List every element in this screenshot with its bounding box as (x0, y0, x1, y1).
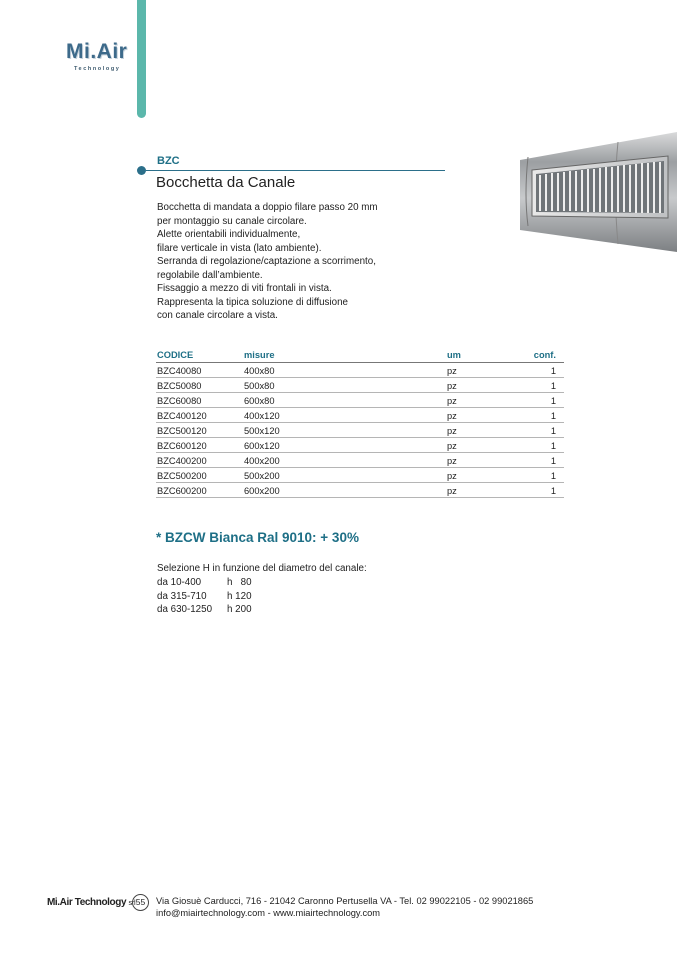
cell-conf: 1 (507, 483, 564, 498)
footer-brand (47, 897, 135, 908)
list-item (157, 603, 252, 617)
cell-conf: 1 (507, 453, 564, 468)
cell-size: 600x80 (243, 393, 446, 408)
product-code: BZC (157, 155, 180, 167)
footer-contact: info@miairtechnology.com - www.miairtechnology.com (156, 907, 381, 918)
table-row (156, 393, 564, 408)
selection-list (157, 576, 252, 617)
selection-height: h 80 (227, 577, 252, 588)
cell-size: 400x120 (243, 408, 446, 423)
description-line: Alette orientabili individualmente, (157, 229, 301, 240)
table-row (156, 453, 564, 468)
variant-note: * BZCW Bianca Ral 9010: + 30% (156, 530, 359, 545)
footer-address: Via Giosuè Carducci, 716 - 21042 Caronno Pertusella VA - Tel. 02 99022105 - 02 99021865 (156, 896, 534, 906)
cell-unit: pz (446, 468, 507, 483)
product-title: Bocchetta da Canale (156, 174, 296, 191)
table-row (156, 468, 564, 483)
cell-code: BZC60080 (156, 393, 243, 408)
description-line: filare verticale in vista (lato ambiente). (157, 242, 322, 254)
cell-code: BZC600120 (156, 438, 243, 453)
page-number: 55 (132, 894, 149, 911)
cell-code: BZC500120 (156, 423, 243, 438)
description-line: per montaggio su canale circolare. (157, 215, 307, 227)
cell-unit: pz (446, 423, 507, 438)
product-table (156, 349, 564, 498)
section-rule (146, 170, 445, 171)
footer-brand-name: Mi.Air Technology (47, 897, 127, 908)
cell-unit: pz (446, 483, 507, 498)
selection-range: da 315-710 (157, 590, 207, 602)
cell-size: 400x200 (243, 453, 446, 468)
selection-range: da 630-1250 (157, 604, 213, 615)
description-line: con canale circolare a vista. (157, 310, 278, 321)
table-row (156, 363, 564, 378)
cell-unit: pz (446, 363, 507, 378)
table-row (156, 423, 564, 438)
column-header-misure: misure (243, 349, 446, 363)
table-row (156, 378, 564, 393)
cell-code: BZC400200 (156, 453, 243, 468)
table-row (156, 408, 564, 423)
footer-brand-suffix: srl (128, 898, 136, 907)
selection-height: h 200 (227, 604, 252, 615)
description-line: Rappresenta la tipica soluzione di diffusione (157, 296, 348, 308)
cell-unit: pz (446, 408, 507, 423)
cell-code: BZC40080 (156, 363, 243, 378)
cell-code: BZC400120 (156, 408, 243, 423)
column-header-codice: CODICE (156, 349, 243, 363)
cell-conf: 1 (507, 363, 564, 378)
column-header-um: um (446, 349, 507, 363)
description-line: Serranda di regolazione/captazione a scorrimento, (157, 256, 376, 267)
cell-size: 500x200 (243, 468, 446, 483)
selection-range: da 10-400 (157, 577, 202, 588)
section-bullet (137, 166, 146, 175)
table-row (156, 483, 564, 498)
cell-size: 500x80 (243, 378, 446, 393)
selection-height: h 120 (227, 590, 252, 602)
cell-conf: 1 (507, 393, 564, 408)
cell-conf: 1 (507, 438, 564, 453)
description-line: Bocchetta di mandata a doppio filare passo 20 mm (157, 202, 378, 213)
selection-intro: Selezione H in funzione del diametro del canale: (157, 563, 367, 574)
cell-size: 600x120 (243, 438, 446, 453)
cell-size: 500x120 (243, 423, 446, 438)
cell-size: 600x200 (243, 483, 446, 498)
cell-size: 400x80 (243, 363, 446, 378)
cell-conf: 1 (507, 468, 564, 483)
cell-conf: 1 (507, 423, 564, 438)
column-header-conf: conf. (507, 349, 564, 363)
cell-code: BZC50080 (156, 378, 243, 393)
product-description (157, 201, 477, 323)
cell-unit: pz (446, 453, 507, 468)
list-item (157, 576, 252, 590)
cell-code: BZC500200 (156, 468, 243, 483)
description-line: regolabile dall’ambiente. (157, 269, 263, 281)
cell-unit: pz (446, 438, 507, 453)
brand-logo-subtitle: Technology (74, 66, 121, 72)
table-row (156, 438, 564, 453)
product-photo (518, 130, 677, 255)
description-line: Fissaggio a mezzo di viti frontali in vista. (157, 283, 332, 294)
cell-unit: pz (446, 378, 507, 393)
brand-logo: Mi.Air (66, 40, 128, 63)
decorative-vertical-bar (137, 0, 146, 118)
list-item (157, 590, 252, 604)
table-header-row (156, 349, 564, 363)
cell-conf: 1 (507, 408, 564, 423)
footer-address-block (156, 896, 533, 919)
cell-code: BZC600200 (156, 483, 243, 498)
cell-conf: 1 (507, 378, 564, 393)
cell-unit: pz (446, 393, 507, 408)
